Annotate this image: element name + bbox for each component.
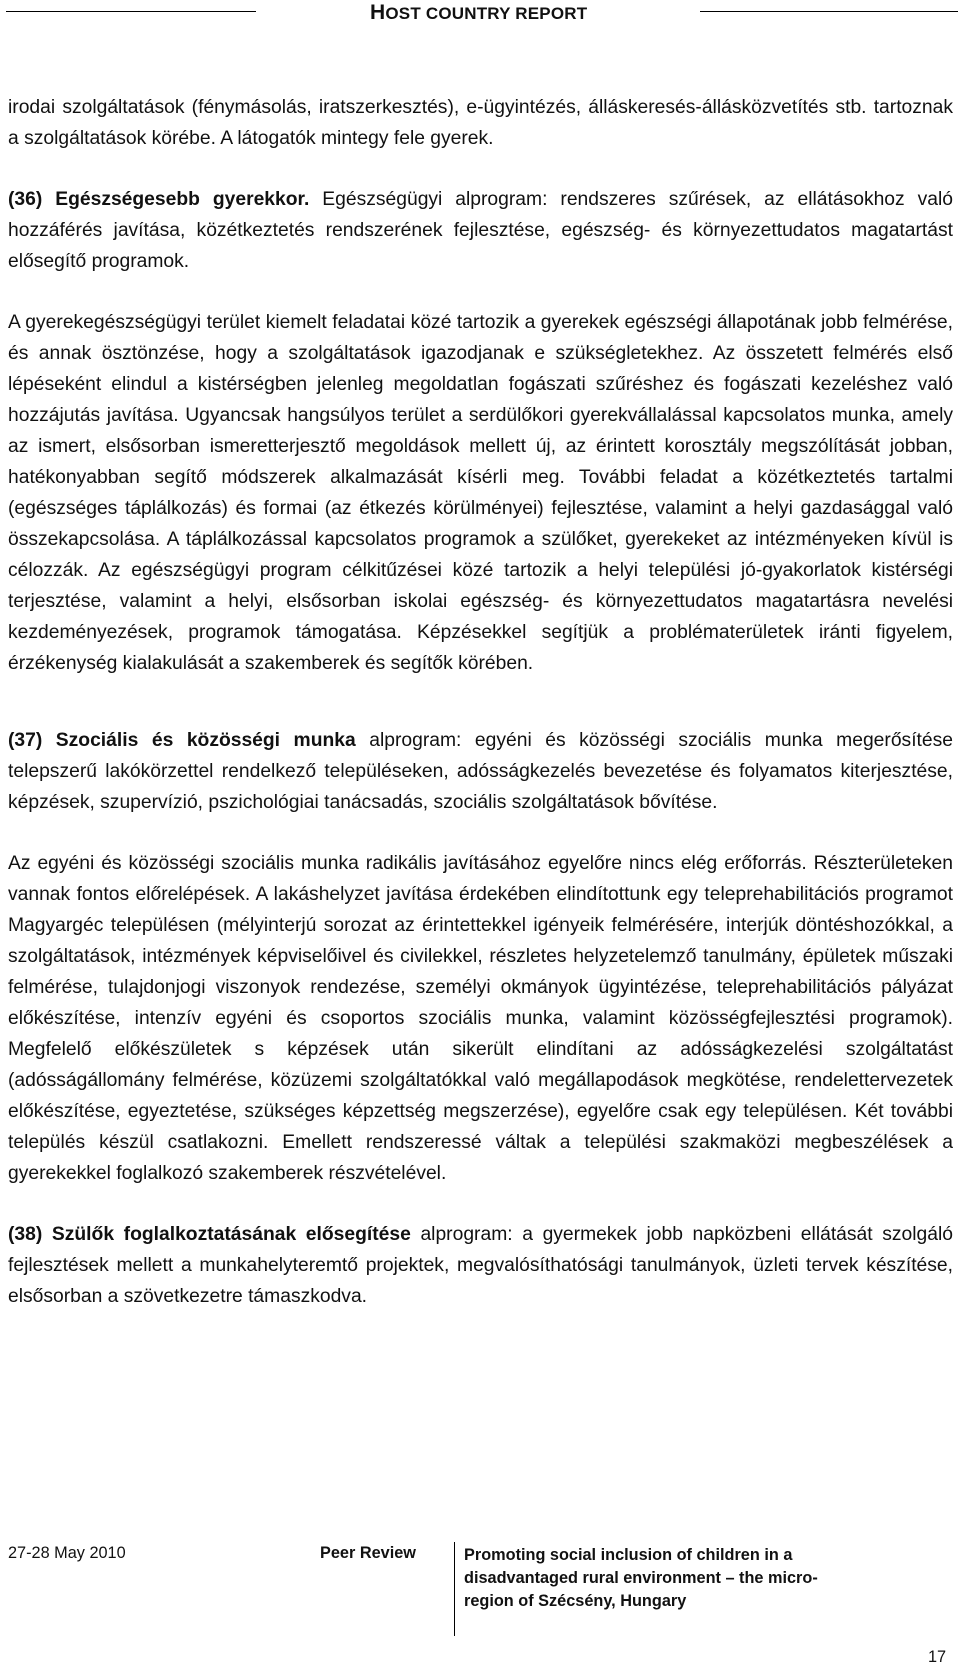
paragraph-38 <box>8 1219 953 1312</box>
paragraph-gap <box>8 1189 953 1219</box>
section-37-body: alprogram: egyéni és közösségi szociális munka megerősítése telepszerű lakókörzettel rendelkező településeken, adósságkezelés bevezetése és folyamatos kiterjesztése, képzések, szupervízió, pszichológiai tanácsadás, szociális szolgáltatások bővítése. <box>8 730 953 813</box>
paragraph-gap <box>8 154 953 184</box>
paragraph-gap <box>8 679 953 725</box>
section-38-heading: (38) Szülők foglalkoztatásának elősegítése <box>8 1224 411 1245</box>
paragraph-36 <box>8 184 953 277</box>
footer-report-title: Promoting social inclusion of children in a disadvantaged rural environment – the micro-region of Szécsény, Hungary <box>464 1546 818 1610</box>
header-title-initial: H <box>370 1 386 24</box>
section-37-heading: (37) Szociális és közösségi munka <box>8 730 356 751</box>
paragraph-social-work: Az egyéni és közösségi szociális munka radikális javításához egyelőre nincs elég erőforrás. Részterületeken vannak fontos előrelépések. A lakáshelyzet javítása érdekében elindítottunk egy teleprehabilitációs programot Magyargéc településen (mélyinterjú sorozat az érintettekkel igényeik felmérésére, interjúk döntéshozókkal, a szolgáltatások, intézmények képviselőivel és civilekkel, részletes helyzetelemző tanulmány, épületek műszaki felmérése, tulajdonjogi viszonyok rendezése, személyi okmányok ügyintézése, teleprehabilitációs pályázat előkészítése, intenzív egyéni és csoportos szociális munka, valamint közösségfejlesztési programok). Megfelelő előkészületek s képzések után sikerült elindítani az adósságkezelési szolgáltatást (adósságállomány felmérése, közüzemi szolgáltatókkal való megállapodások megkötése, rendelettervezetek előkészítése, egyeztetése, szükséges képzettség megszerzése), egyelőre csak egy településen. Két további település készül csatlakozni. Emellett rendszeressé váltak a települési szakmaközi megbeszélések a gyerekekkel foglalkozó szakemberek részvételével. <box>8 853 953 1184</box>
paragraph-child-health: A gyerekegészségügyi terület kiemelt feladatai közé tartozik a gyerekek egészségi állapotának jobb felmérése, és annak ösztönzése, hogy a szolgáltatások igazodjanak e szükségletekhez. Az összetett felmérés első lépéseként elindul a kistérségben jelenleg megoldatlan fogászati szűréshez és fogászati kezeléshez való hozzájutás javítása. Ugyancsak hangsúlyos terület a serdülőkori gyerekvállalással kapcsolatos munka, amely az ismert, elsősorban ismeretterjesztő megoldások mellett új, az érintett korosztály megszólítását jobban, hatékonyabban segítő módszerek alkalmazását kísérli meg. További feladat a közétkeztetés tartalmi (egészséges táplálkozás) és formai (az étkezés körülményei) fejlesztése, valamint a helyi gazdasággal való összekapcsolása. A táplálkozással kapcsolatos programok a szülőket, gyerekeket az intézményeken kívül is célozzák. Az egészségügyi program célkitűzései közé tartozik a helyi települési jó-gyakorlatok kistérségi terjesztése, valamint a helyi, elsősorban iskolai egészség- és környezettudatos magatartásra nevelési kezdeményezések, programok támogatása. Képzésekkel segítjük a problématerületek iránti figyelem, érzékenység kialakulását a szakemberek és segítők körében. <box>8 312 953 674</box>
header-rule-left <box>6 11 256 12</box>
page-footer <box>0 1538 960 1673</box>
paragraph-gap <box>8 818 953 848</box>
running-header <box>0 0 960 30</box>
page-number: 17 <box>928 1648 947 1666</box>
section-36-heading: (36) Egészségesebb gyerekkor. <box>8 189 310 210</box>
header-rule-right <box>700 11 958 12</box>
footer-review-label: Peer Review <box>320 1544 416 1562</box>
footer-divider <box>454 1542 455 1636</box>
footer-date: 27-28 May 2010 <box>8 1544 126 1562</box>
section-38-body: alprogram: a gyermekek jobb napközbeni ellátását szolgáló fejlesztések mellett a munkahelyteremtő projektek, megvalósíthatósági tanulmányok, üzleti tervek készítése, elsősorban a szövetkezetre támaszkodva. <box>8 1224 953 1307</box>
paragraph-gap <box>8 277 953 307</box>
header-title <box>370 1 587 25</box>
paragraph-37 <box>8 725 953 818</box>
paragraph-services: irodai szolgáltatások (fénymásolás, iratszerkesztés), e-ügyintézés, álláskeresés-állásközvetítés stb. tartoznak a szolgáltatások körébe. A látogatók mintegy fele gyerek. <box>8 97 953 149</box>
report-body <box>8 92 953 1312</box>
header-title-rest: OST COUNTRY REPORT <box>385 4 588 23</box>
section-36-body: Egészségügyi alprogram: rendszeres szűrések, az ellátásokhoz való hozzáférés javítása, közétkeztetés rendszerének fejlesztése, egészség- és környezettudatos magatartást elősegítő programok. <box>8 189 953 272</box>
